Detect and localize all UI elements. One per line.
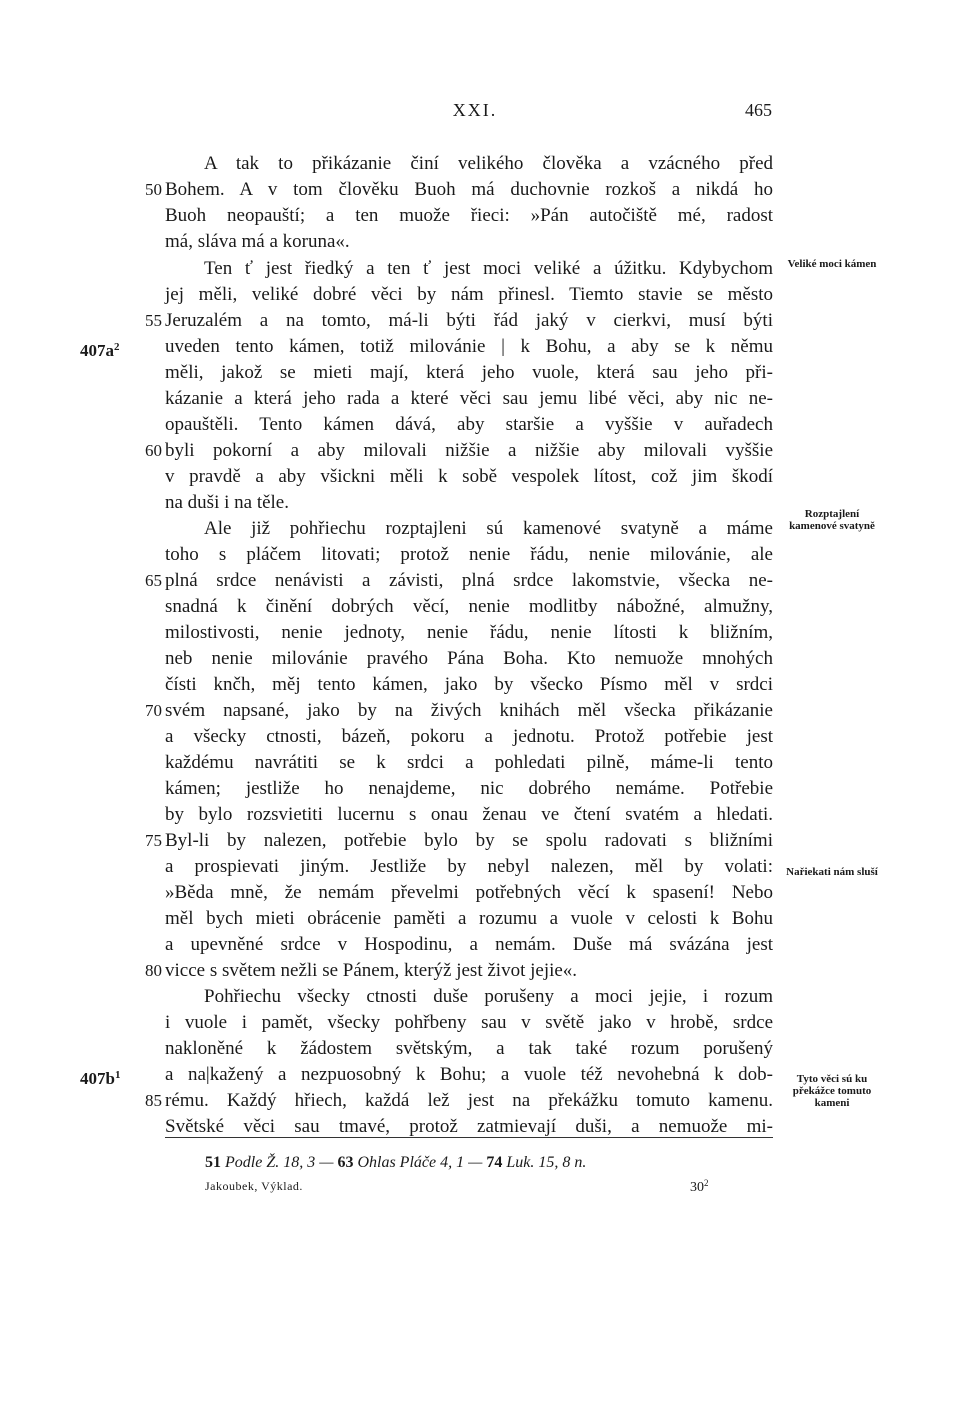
- line-number: 85: [145, 1091, 162, 1110]
- text-line: neb nenie milovánie pravého Pána Boha. Kto nemuože mnohých: [165, 648, 773, 669]
- line-number: 70: [145, 701, 162, 720]
- manuscript-column: 1: [114, 1069, 121, 1081]
- chapter-header: XXI.: [452, 100, 498, 120]
- text-line: by bylo rozsvietiti lucernu s onau ženau ve čtení svatém a hledati.: [165, 804, 773, 825]
- book-signature: Jakoubek, Výklad.: [205, 1179, 303, 1193]
- marginal-note: Tyto věci sú ku překážce tomuto kameni: [792, 1073, 872, 1109]
- text-line: uveden tento kámen, totiž milovánie | k Bohu, a aby se k němu: [165, 336, 773, 357]
- marginal-note: Veliké moci kámen: [787, 258, 877, 270]
- text-line: plná srdce nenávisti a závisti, plná srdce lakomstvie, všecka ne-: [165, 570, 773, 591]
- text-line: a prospievati jiným. Jestliže by nebyl nalezen, měl by volati:: [165, 856, 773, 877]
- manuscript-folio: 407a: [80, 341, 114, 360]
- manuscript-column: 2: [114, 341, 120, 353]
- text-line: i vuole i pamět, všecky pohřbeny sau v světě jako v hrobě, srdce: [165, 1012, 773, 1033]
- footnote-reference: Luk. 15, 8 n.: [506, 1154, 587, 1171]
- sheet-signature: [690, 1173, 709, 1198]
- text-line: byli pokorní a aby milovali nižšie a nižšie aby milovali vyššie: [165, 440, 773, 461]
- text-line: Ten ť jest řiedký a ten ť jest moci veliké a úžitku. Kdybychom: [204, 258, 773, 279]
- text-line: má, sláva má a koruna«.: [165, 231, 350, 252]
- text-line: »Běda mně, že nemám převelmi potřebných věcí k spasení! Nebo: [165, 882, 773, 903]
- text-line: toho s pláčem litovati; protož nenie řádu, nenie milovánie, ale: [165, 544, 773, 565]
- page-number: 465: [745, 100, 772, 120]
- text-line: svém napsané, jako by na živých knihách měl všecka přikázanie: [165, 700, 773, 721]
- footnotes: [205, 1152, 765, 1174]
- line-number: 55: [145, 311, 162, 330]
- text-line: nakloněné k žádostem světským, a tak také rozum porušený: [165, 1038, 773, 1059]
- line-number: 65: [145, 571, 162, 590]
- footnote-reference: Ohlas Pláče 4, 1: [357, 1154, 465, 1171]
- line-number: 75: [145, 831, 162, 850]
- text-line: kázanie a která jeho rada a které věci sau jemu libé věci, aby nic ne-: [165, 388, 773, 409]
- sheet-number: 30: [690, 1180, 704, 1195]
- text-line: opauštěli. Tento kámen dává, aby staršie a vyššie v auřadech: [165, 414, 773, 435]
- manuscript-reference: [80, 1062, 120, 1088]
- footnote-line-number: 63: [337, 1154, 354, 1171]
- text-line: Bohem. A v tom člověku Buoh má duchovnie rozkoš a nikdá ho: [165, 179, 773, 200]
- text-line: Světské věci sau tmavé, protož zatmievají duši, a nemuože mi-: [165, 1116, 773, 1137]
- text-line: měli, jakož se mieti mají, která jeho vuole, která sau jeho při-: [165, 362, 773, 383]
- text-line: čísti knčh, měj tento kámen, jako by všecko Písmo měl v srdci: [165, 674, 773, 695]
- footnote-line-number: 51: [205, 1154, 221, 1171]
- text-line: a na|kažený a nezpuosobný k Bohu; a vuole též nevohebná k dob-: [165, 1064, 773, 1085]
- text-line: milostivosti, nenie jednoty, nenie řádu, nenie lítosti k bližním,: [165, 622, 773, 643]
- footnote-divider: [165, 1137, 773, 1138]
- text-line: na duši i na těle.: [165, 492, 289, 513]
- text-line: Pohřiechu všecky ctnosti duše porušeny a moci jejie, i rozum: [204, 986, 773, 1007]
- footnote-separator: —: [319, 1154, 334, 1171]
- text-line: a upevněné srdce v Hospodinu, a nemám. Duše má svázána jest: [165, 934, 773, 955]
- text-line: jej měli, veliké dobré věci by nám přinesl. Tiemto stavie se město: [165, 284, 773, 305]
- manuscript-reference: [80, 334, 120, 360]
- line-number: 50: [145, 180, 162, 199]
- text-line: a všecky ctnosti, bázeň, pokoru a jednotu. Protož potřebie jest: [165, 726, 773, 747]
- footnote-line-number: 74: [486, 1154, 503, 1171]
- text-line: kámen; jestliže ho nenajdeme, nic dobrého nemáme. Potřebie: [165, 778, 773, 799]
- line-number: 80: [145, 961, 162, 980]
- text-line: Jeruzalém a na tomto, má-li býti řád jaký v cierkvi, musí býti: [165, 310, 773, 331]
- text-line: vicce s světem nežli se Pánem, kterýž jest život jejie«.: [165, 960, 578, 981]
- text-line: měl bych mieti obrácenie paměti a rozumu a vuole v celosti k Bohu: [165, 908, 773, 929]
- text-line: Buoh neopauští; a ten muože řieci: »Pán autočiště mé, radost: [165, 205, 773, 226]
- sheet-index: 2: [704, 1178, 709, 1188]
- line-number: 60: [145, 441, 162, 460]
- text-line: Byl-li by nalezen, potřebie bylo by se spolu radovati s bližními: [165, 830, 773, 851]
- text-line: každému navrátiti se k srdci a pohledati pilně, máme-li tento: [165, 752, 773, 773]
- footnote-reference: Podle Ž. 18, 3: [225, 1154, 316, 1171]
- text-line: v pravdě a aby všickni měli k sobě vespolek lítost, což jim škodí: [165, 466, 773, 487]
- marginal-note: Rozptajlení kamenové svatyně: [789, 508, 875, 532]
- footnote-separator: —: [468, 1154, 483, 1171]
- text-line: snadná k činění dobrých věcí, nenie modlitby nábožné, almužny,: [165, 596, 773, 617]
- text-line: A tak to přikázanie činí velikého člověka a vzácného před: [204, 153, 773, 174]
- marginal-note: Nařiekati nám sluší: [786, 866, 878, 878]
- manuscript-folio: 407b: [80, 1069, 115, 1088]
- text-line: Ale již pohřiechu rozptajleni sú kamenové svatyně a máme: [204, 518, 773, 539]
- text-line: rému. Každý hřiech, každá lež jest na překážku tomuto kamenu.: [165, 1090, 773, 1111]
